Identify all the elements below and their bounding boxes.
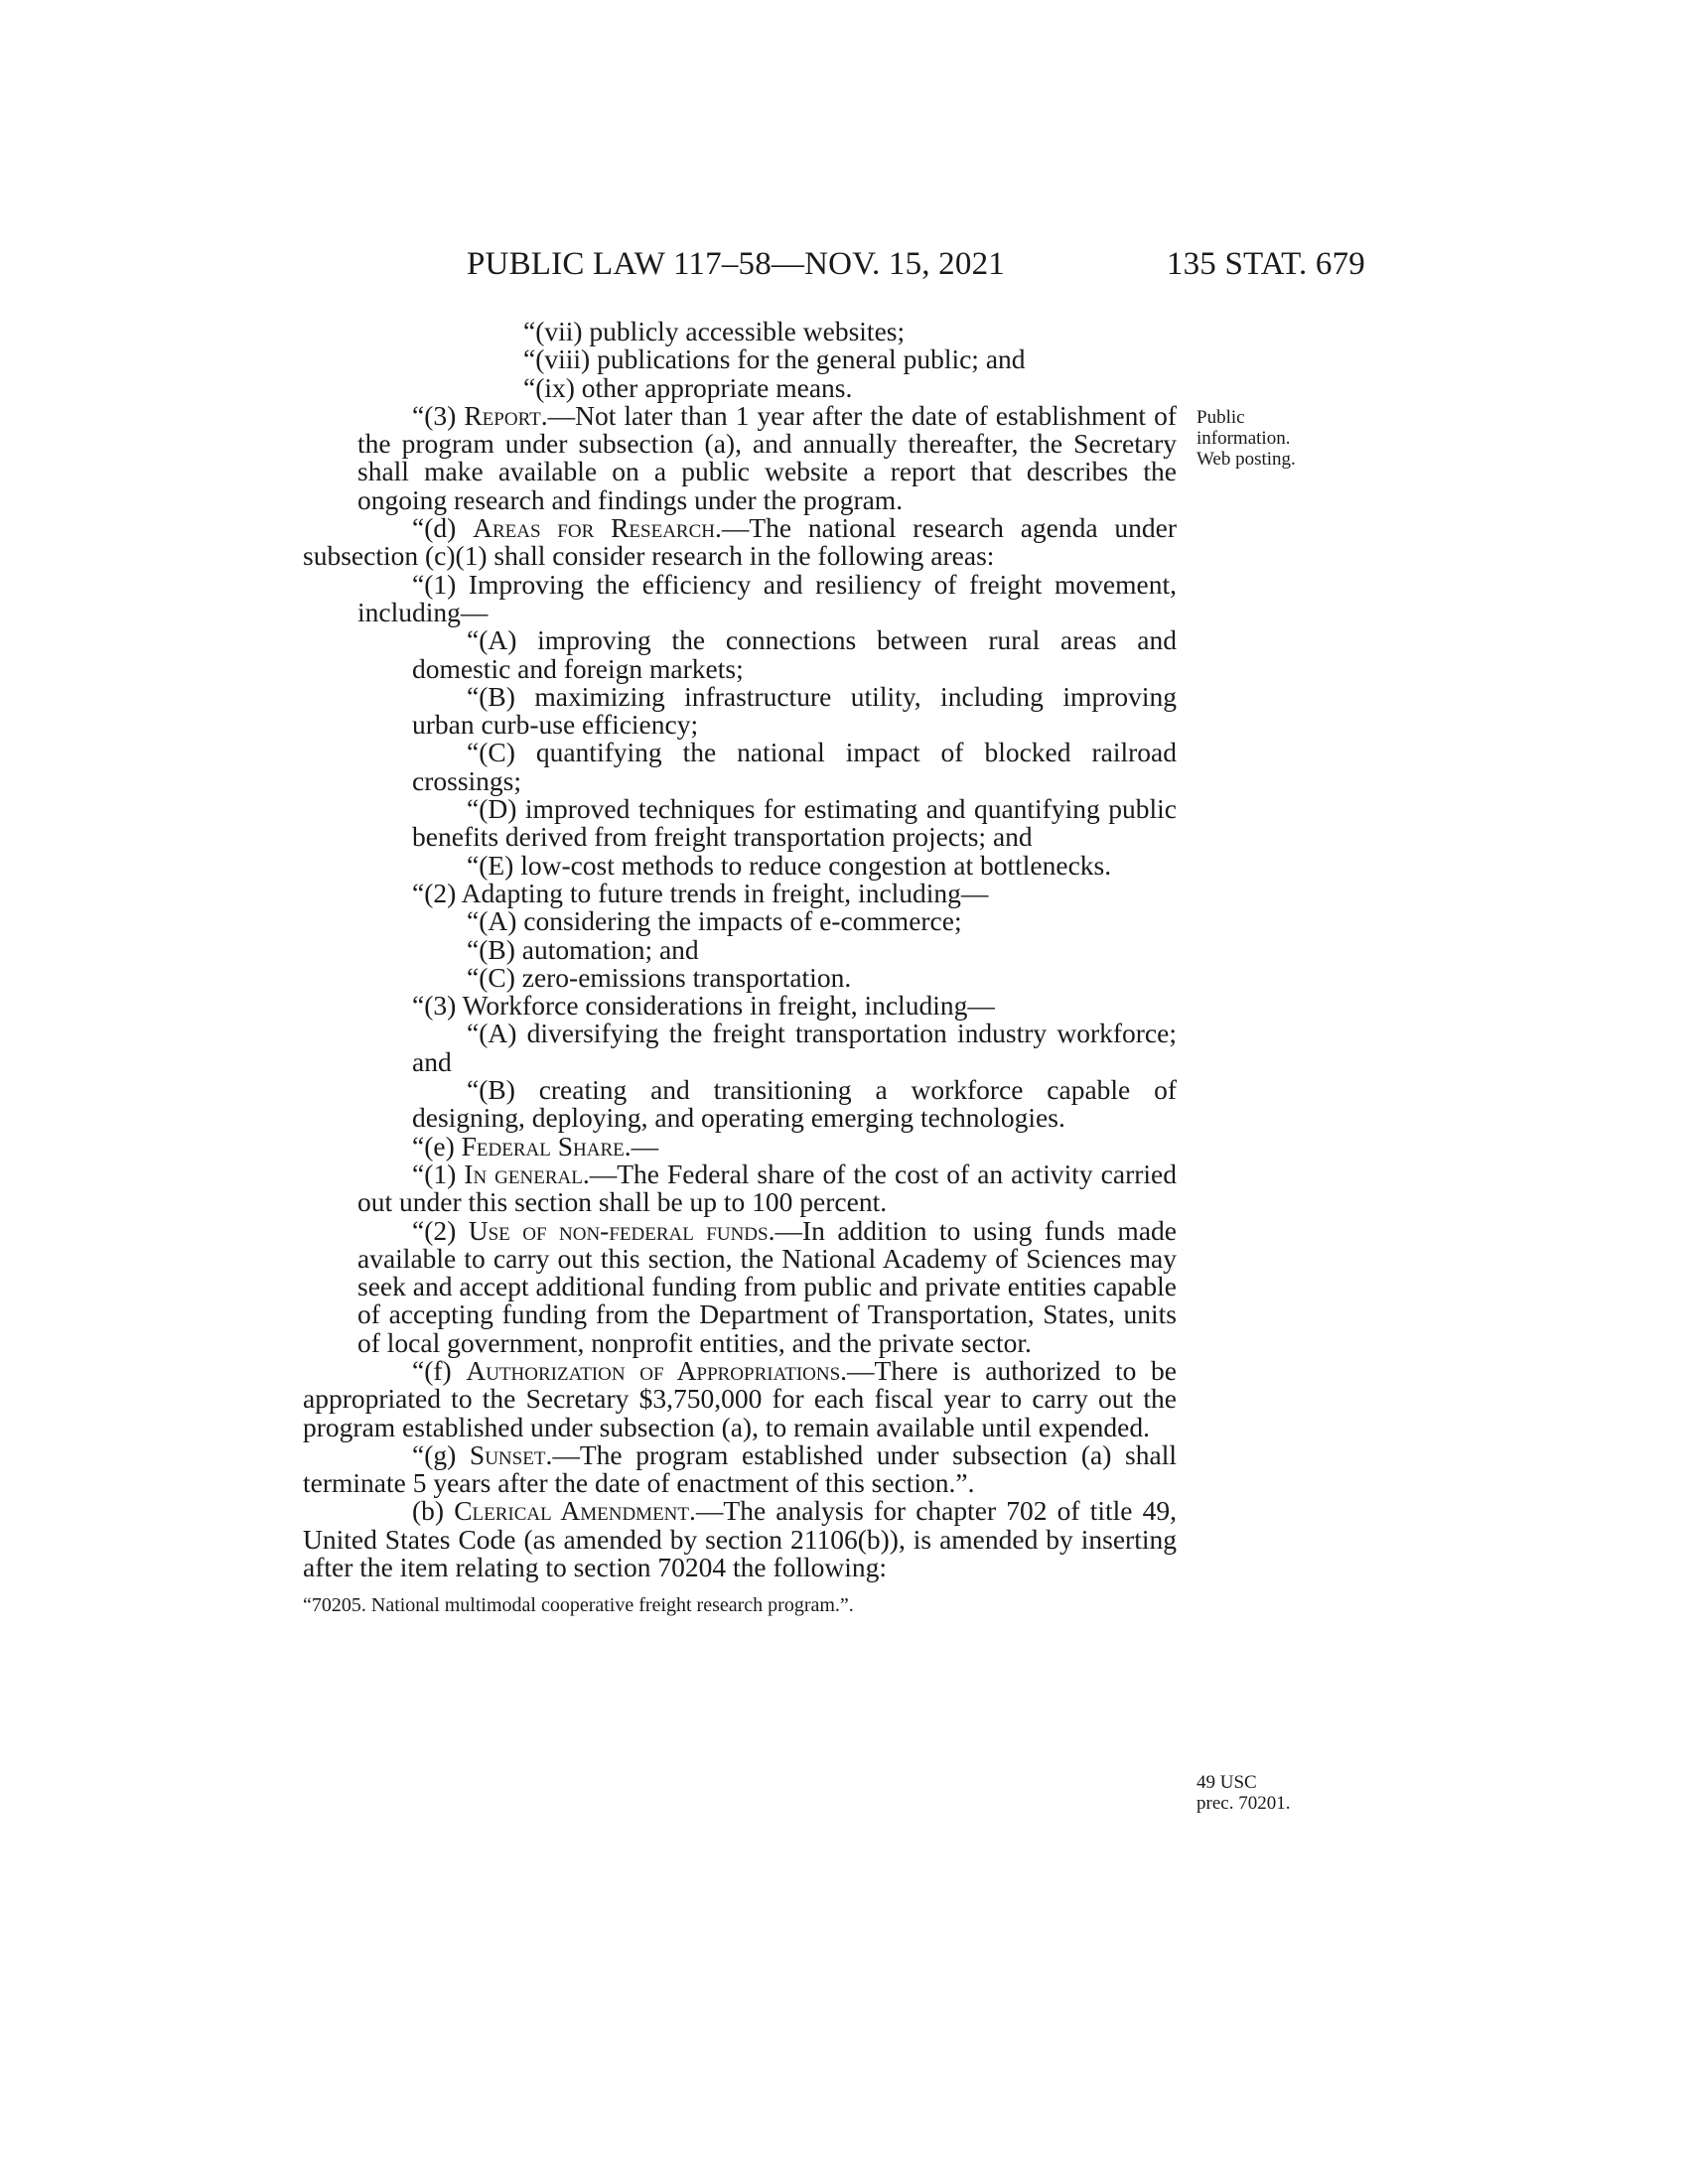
subsection-g-sunset: “(g) Sunset.—The program established under subsection (a) shall terminate 5 years after the date of enactment of this section.”. [303,1438,1177,1499]
subparagraph-d2a: “(A) considering the impacts of e-commerce; [467,905,962,937]
margin-note-line: Web posting. [1196,449,1296,470]
heading-clerical-amendment: Clerical Amendment [454,1495,690,1527]
page-header [467,246,1365,290]
paragraph-e2-non-federal-funds: “(2) Use of non-federal funds.—In addition to using funds made available to carry out this section, the National Academy of Sciences may seek and accept additional funding from public and private entities capable of accepting funding from the Department of Transportation, States, units of local government, nonprofit entities, and the private sector. [357,1214,1177,1358]
heading-areas-for-research: Areas for Research [473,512,715,544]
paragraph-d1: “(1) Improving the efficiency and resiliency of freight movement, including— [357,568,1177,627]
margin-note-line: prec. 70201. [1196,1793,1291,1814]
subparagraph-d3a: “(A) diversifying the freight transportation industry workforce; and [412,1018,1177,1077]
running-head-title: PUBLIC LAW 117–58—NOV. 15, 2021 [467,246,1005,282]
subsection-f-authorization: “(f) Authorization of Appropriations.—There is authorized to be appropriated to the Secretary $3,750,000 for each fiscal year to carry out the program established under subsection (a), to remain available until expended. [303,1354,1177,1442]
subsection-e-federal-share: “(e) Federal Share.— [412,1130,659,1161]
margin-note-line: 49 USC [1196,1772,1257,1793]
heading-report: Report [464,399,541,431]
clause-vii: “(vii) publicly accessible websites; [523,316,906,346]
subparagraph-d1a: “(A) improving the connections between rural areas and domestic and foreign markets; [412,624,1177,684]
subparagraph-d1e: “(E) low-cost methods to reduce congestion at bottlenecks. [467,849,1112,881]
heading-federal-share: Federal Share [461,1130,625,1161]
clause-viii: “(viii) publications for the general public; and [523,343,1026,375]
paragraph-e1-in-general: “(1) In general.—The Federal share of the cost of an activity carried out under this section shall be up to 100 percent. [357,1158,1177,1218]
law-text-body [303,318,1177,1617]
heading-sunset: Sunset [469,1438,546,1470]
subparagraph-d1b: “(B) maximizing infrastructure utility, including improving urban curb-use efficiency; [412,680,1177,741]
margin-note-public-information [1196,407,1345,470]
heading-use-of-non-federal-funds: Use of non-federal funds [468,1214,769,1246]
heading-authorization-of-appropriations: Authorization of Appropriations [466,1354,841,1386]
paragraph-c3-report: “(3) Report.—Not later than 1 year after the date of establishment of the program under subsection (a), and annually thereafter, the Secretary shall make available on a public website a report that describes the ongoing research and findings under the program. [357,399,1177,515]
paragraph-d3: “(3) Workforce considerations in freight, including— [412,990,995,1022]
margin-note-usc-citation [1196,1772,1345,1814]
subsection-d-areas-for-research: “(d) Areas for Research.—The national research agenda under subsection (c)(1) shall consider research in the following areas: [303,512,1177,572]
margin-note-line: information. [1196,428,1291,449]
subparagraph-d3b: “(B) creating and transitioning a workforce capable of designing, deploying, and operating emerging technologies. [412,1074,1177,1134]
clause-ix: “(ix) other appropriate means. [523,371,853,403]
subparagraph-d1c: “(C) quantifying the national impact of blocked railroad crossings; [412,737,1177,796]
subparagraph-d1d: “(D) improved techniques for estimating and quantifying public benefits derived from freight transportation projects; and [412,793,1177,853]
subparagraph-d2c: “(C) zero-emissions transportation. [467,961,852,993]
margin-note-line: Public [1196,407,1245,428]
table-of-sections-item: “70205. National multimodal cooperative freight research program.”. [303,1594,854,1617]
subparagraph-d2b: “(B) automation; and [467,933,699,965]
heading-in-general: In general [464,1158,583,1189]
statute-page-number: 135 STAT. 679 [1166,246,1365,282]
subsection-b-clerical-amendment: (b) Clerical Amendment.—The analysis for chapter 702 of title 49, United States Code (as amended by section 21106(b)), is amended by inserting after the item relating to section 70204 the following: [303,1495,1177,1583]
paragraph-d2: “(2) Adapting to future trends in freight, including— [412,877,989,908]
